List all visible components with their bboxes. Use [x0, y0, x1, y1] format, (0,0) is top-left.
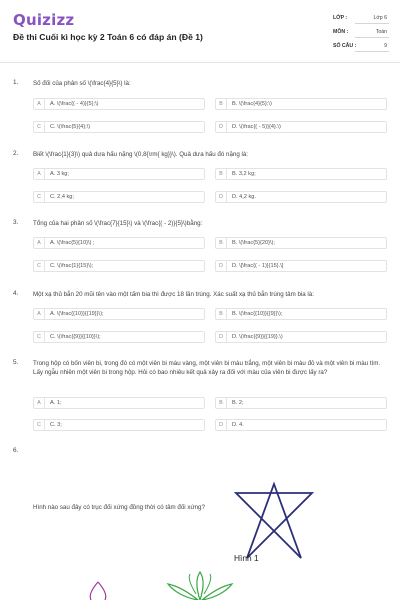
question-number: 3. [13, 219, 19, 226]
option-b[interactable] [215, 308, 387, 320]
question-number: 5. [13, 359, 19, 366]
option-text: A. 3 kg; [50, 171, 69, 177]
meta-row-count [333, 41, 388, 55]
option-b[interactable] [215, 98, 387, 110]
option-letter: D [216, 192, 227, 202]
option-letter: D [216, 332, 227, 342]
option-text: D. \(\frac{( - 5)}{4}.\) [232, 124, 281, 130]
option-text: C. \(\frac{1}{15}\); [50, 263, 94, 269]
option-letter: D [216, 261, 227, 271]
option-letter: A [34, 309, 45, 319]
option-d[interactable] [215, 121, 387, 133]
meta-row-class [333, 13, 388, 27]
option-a[interactable] [33, 98, 205, 110]
option-d[interactable] [215, 191, 387, 203]
option-text: D. 4,2 kg. [232, 194, 256, 200]
option-letter: D [216, 122, 227, 132]
question-text: Hình nào sau đây có trục đối xứng đồng thời có tâm đối xứng? [33, 504, 205, 511]
question-text: Trong hộp có bốn viên bi, trong đó có một viên bi màu vàng, một viên bi màu trắng, một viên bi màu đỏ và một viên bi màu tím. Lấy ngẫu nhiên một viên bi trong hộp. Hỏi có bao nhiêu kết quả xảy ra đối với màu của viên bi được lấy ra? [33, 360, 381, 377]
option-a[interactable] [33, 237, 205, 249]
question-number: 1. [13, 79, 19, 86]
option-letter: A [34, 99, 45, 109]
option-letter: C [34, 420, 45, 430]
option-text: A. 1; [50, 400, 62, 406]
option-text: B. \(\frac{{10}}{{9}}\); [232, 311, 283, 317]
question-number: 4. [13, 290, 19, 297]
question-text: Tổng của hai phân số \(\frac{7}{15}\) và \(\frac{( - 2)}{5}\)bằng: [33, 220, 203, 227]
option-text: B. 2; [232, 400, 244, 406]
option-letter: C [34, 192, 45, 202]
header-divider [0, 62, 400, 63]
option-letter: A [34, 169, 45, 179]
option-letter: B [216, 99, 227, 109]
question-text: Số đối của phân số \(\frac{4}{5}\) là: [33, 80, 131, 87]
page-header [0, 0, 400, 62]
option-c[interactable] [33, 260, 205, 272]
option-a[interactable] [33, 308, 205, 320]
option-text: D. \(\frac{{9}}{{19}}.\) [232, 334, 283, 340]
option-text: D. 4. [232, 422, 244, 428]
question-text: Một xạ thủ bắn 20 mũi tên vào một tấm bia thì được 18 lần trúng. Xác suất xạ thủ bắn trúng tâm bia là: [33, 291, 314, 298]
option-letter: C [34, 332, 45, 342]
option-b[interactable] [215, 168, 387, 180]
option-d[interactable] [215, 419, 387, 431]
flower-figure [160, 570, 240, 600]
option-d[interactable] [215, 331, 387, 343]
figure-label: Hình 1 [234, 553, 259, 563]
quiz-title: Đề thi Cuối kì học kỳ 2 Toán 6 có đáp án (Đề 1) [13, 32, 203, 42]
option-text: B. \(\frac{4}{5};\) [232, 101, 272, 107]
option-letter: A [34, 398, 45, 408]
option-letter: B [216, 309, 227, 319]
meta-row-subject [333, 27, 388, 41]
option-c[interactable] [33, 419, 205, 431]
option-letter: B [216, 398, 227, 408]
option-text: A. \(\frac{( - 4)}{5};\) [50, 101, 99, 107]
meta-value: Lớp 6 [355, 13, 389, 24]
option-text: C. \(\frac{5}{4};\) [50, 124, 91, 130]
quizizz-logo: Quizizz [13, 11, 75, 29]
option-letter: B [216, 169, 227, 179]
meta-value: 9 [355, 41, 389, 52]
question-number: 6. [13, 447, 19, 454]
star-figure [232, 481, 316, 561]
meta-label: MÔN : [333, 29, 349, 35]
question-number: 2. [13, 150, 19, 157]
option-a[interactable] [33, 168, 205, 180]
option-text: A. \(\frac{{10}}{{19}}\); [50, 311, 104, 317]
question-text: Biết \(\frac{1}{3}\) quả dưa hấu nặng \(0,8{\rm{ kg}}\). Quả dưa hấu đó nặng là: [33, 151, 249, 158]
quiz-meta [333, 13, 388, 55]
option-text: C. 2,4 kg; [50, 194, 74, 200]
meta-label: LỚP : [333, 15, 348, 21]
option-d[interactable] [215, 260, 387, 272]
option-c[interactable] [33, 121, 205, 133]
option-text: B. \(\frac{5}{20}\); [232, 240, 275, 246]
option-b[interactable] [215, 397, 387, 409]
option-a[interactable] [33, 397, 205, 409]
option-text: D. \[\frac{( - 1)}{15}.\] [232, 263, 284, 269]
leaf-figure [83, 580, 113, 600]
option-letter: A [34, 238, 45, 248]
option-text: A. \(\frac{5}{10}\) ; [50, 240, 95, 246]
meta-label: SỐ CÂU : [333, 43, 357, 49]
option-text: C. \(\frac{{9}}{{10}}\); [50, 334, 101, 340]
option-letter: B [216, 238, 227, 248]
option-b[interactable] [215, 237, 387, 249]
option-letter: D [216, 420, 227, 430]
option-c[interactable] [33, 331, 205, 343]
option-c[interactable] [33, 191, 205, 203]
meta-value: Toán [355, 27, 389, 38]
option-letter: C [34, 261, 45, 271]
option-letter: C [34, 122, 45, 132]
option-text: C. 3; [50, 422, 62, 428]
option-text: B. 3,2 kg; [232, 171, 256, 177]
